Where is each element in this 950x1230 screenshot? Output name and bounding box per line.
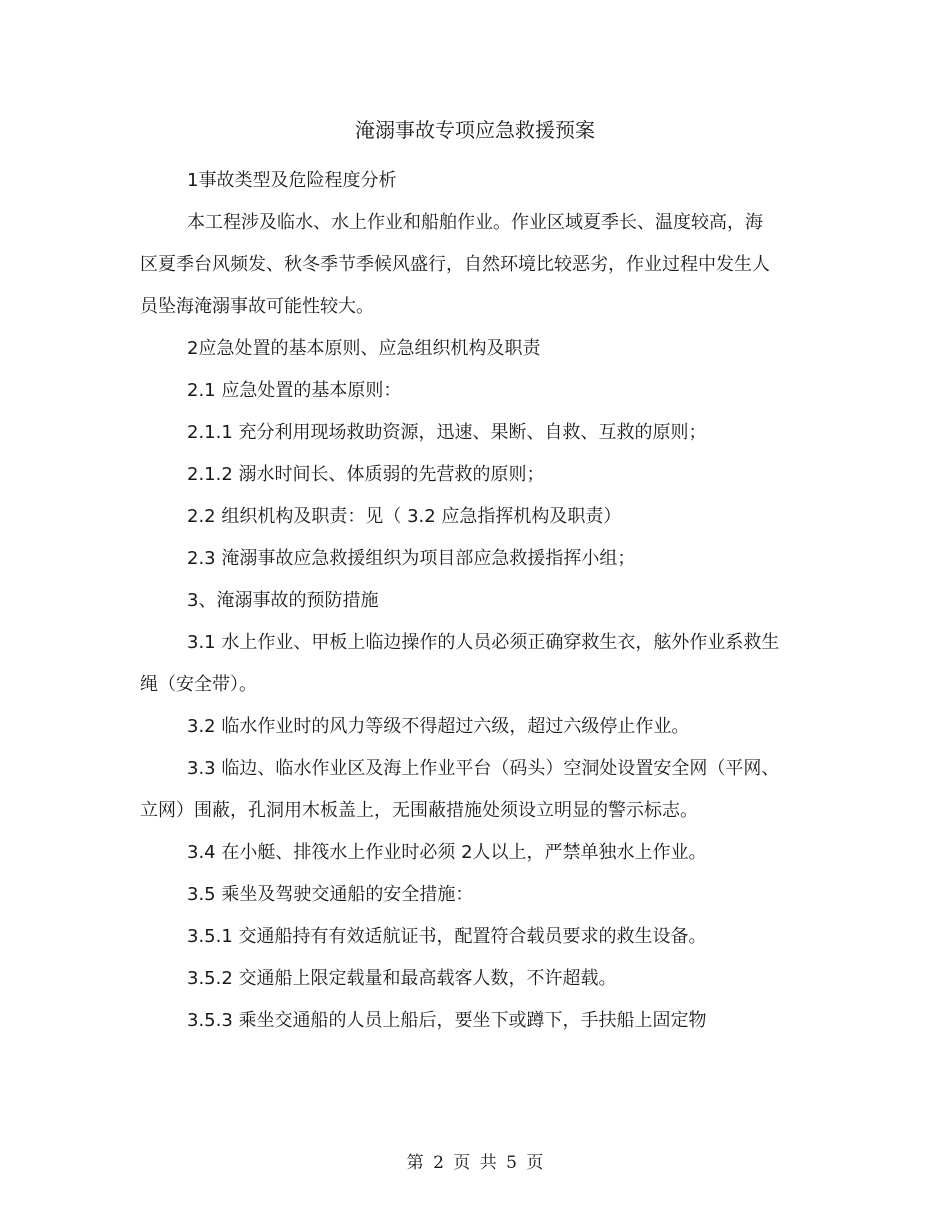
paragraph: 3.3 临边、临水作业区及海上作业平台（码头）空洞处设置安全网（平网、立网）围蔽，孔洞用木板盖上，无围蔽措施处须设立明显的警示标志。 xyxy=(140,758,780,821)
paragraph: 2.3 淹溺事故应急救援组织为项目部应急救援指挥小组； xyxy=(187,548,636,569)
paragraph: 3.5.1 交通船持有有效适航证书，配置符合载员要求的救生设备。 xyxy=(187,926,707,947)
paragraph: 3.1 水上作业、甲板上临边操作的人员必须正确穿救生衣，舷外作业系救生绳（安全带）。 xyxy=(140,632,780,695)
section-heading: 2应急处置的基本原则、应急组织机构及职责 xyxy=(187,338,541,359)
paragraph: 2.1 应急处置的基本原则： xyxy=(187,380,402,401)
paragraph: 3.5.3 乘坐交通船的人员上船后，要坐下或蹲下，手扶船上固定物 xyxy=(187,1010,707,1031)
section-heading: 3、淹溺事故的预防措施 xyxy=(187,590,379,611)
document-body xyxy=(140,160,780,1042)
paragraph: 3.4 在小艇、排筏水上作业时必须 2人以上，严禁单独水上作业。 xyxy=(187,842,707,863)
paragraph: 3.5.2 交通船上限定载量和最高载客人数，不许超载。 xyxy=(187,968,617,989)
paragraph: 3.2 临水作业时的风力等级不得超过六级，超过六级停止作业。 xyxy=(187,716,690,737)
page-number: 第 2 页 共 5 页 xyxy=(406,1153,544,1173)
paragraph: 2.1.2 溺水时间长、体质弱的先营救的原则； xyxy=(187,464,545,485)
paragraph: 2.2 组织机构及职责：见（ 3.2 应急指挥机构及职责） xyxy=(187,506,622,527)
paragraph: 本工程涉及临水、水上作业和船舶作业。作业区域夏季长、温度较高，海区夏季台风频发、秋冬季节季候风盛行，自然环境比较恶劣，作业过程中发生人员坠海淹溺事故可能性较大。 xyxy=(140,212,770,317)
paragraph: 2.1.1 充分利用现场救助资源，迅速、果断、自救、互救的原则； xyxy=(187,422,707,443)
paragraph: 3.5 乘坐及驾驶交通船的安全措施： xyxy=(187,884,474,905)
document-title: 淹溺事故专项应急救援预案 xyxy=(355,118,595,142)
section-heading: 1事故类型及危险程度分析 xyxy=(187,170,397,191)
